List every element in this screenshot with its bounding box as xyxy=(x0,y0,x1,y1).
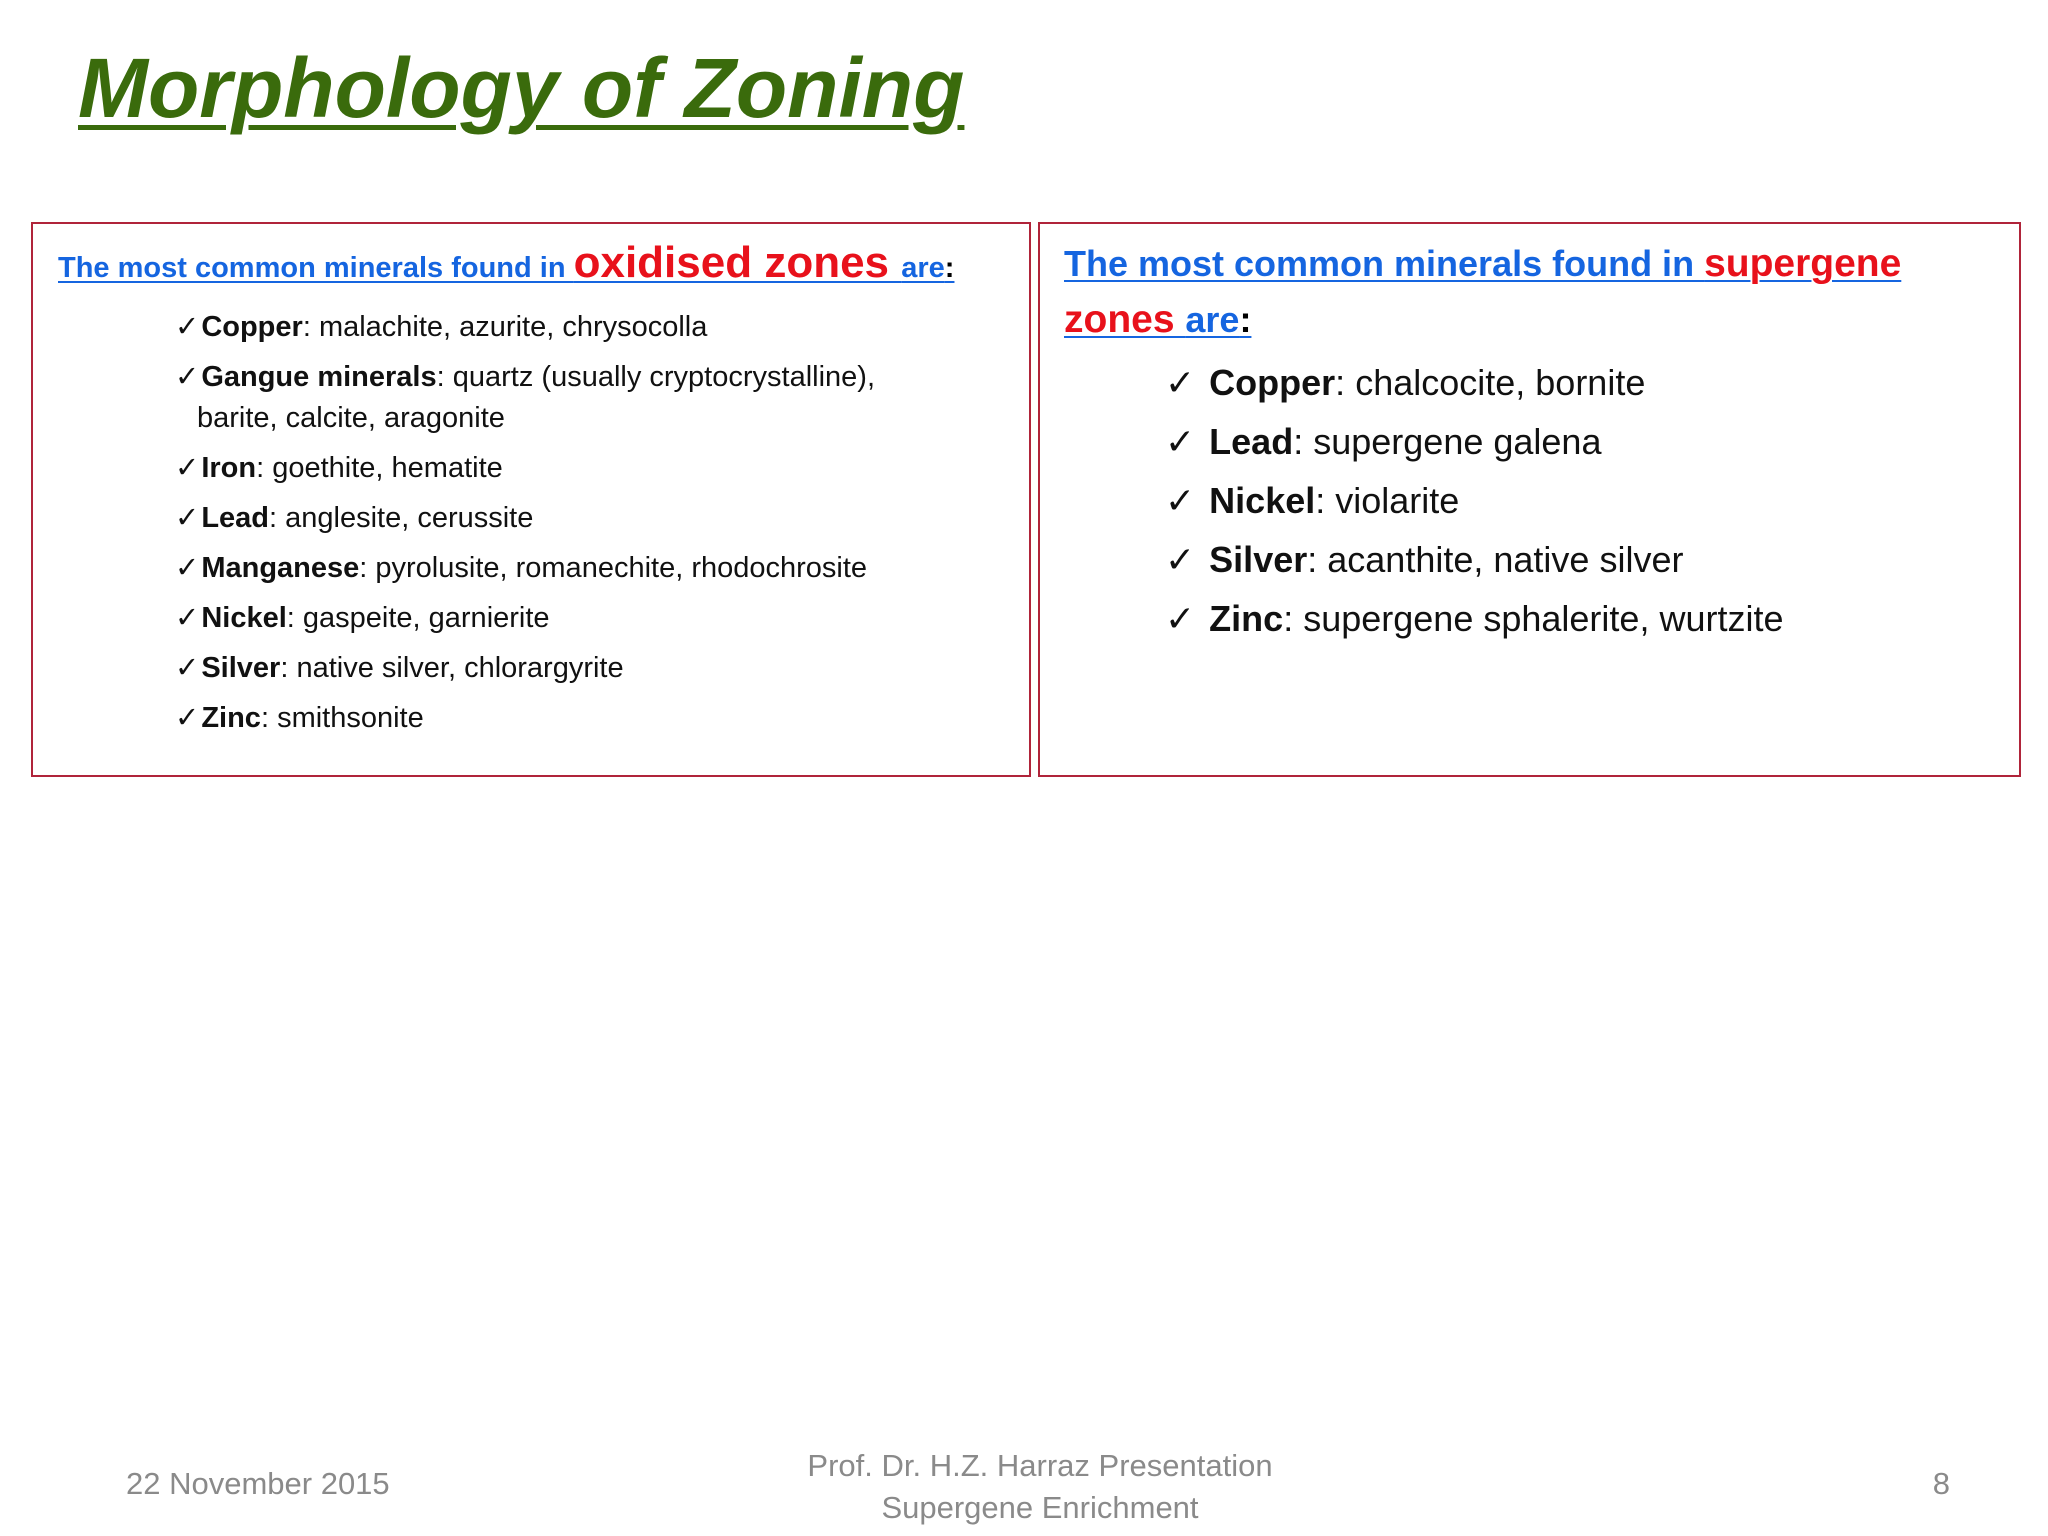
element-name: Nickel xyxy=(1209,480,1316,521)
element-name: Zinc xyxy=(1209,598,1284,639)
oxidised-zones-box xyxy=(31,222,1031,777)
element-name: Silver xyxy=(1209,539,1308,580)
element-name: Silver xyxy=(201,652,281,684)
list-item xyxy=(1165,472,1995,531)
footer-presenter: Prof. Dr. H.Z. Harraz Presentation xyxy=(807,1448,1273,1483)
slide-title: Morphology of Zoning xyxy=(78,41,965,135)
separator: : xyxy=(302,311,319,343)
separator: : xyxy=(260,702,278,734)
checkmark-icon: ✓ xyxy=(175,700,200,734)
mineral-names: goethite, hematite xyxy=(272,452,503,484)
checkmark-icon: ✓ xyxy=(175,600,200,634)
list-item xyxy=(175,547,995,589)
heading-suffix: are xyxy=(901,252,945,284)
slide-number: 8 xyxy=(1932,1466,1950,1501)
separator: : xyxy=(280,652,297,684)
list-item xyxy=(175,597,995,639)
list-item xyxy=(1165,590,1995,649)
heading-suffix: are xyxy=(1185,299,1240,340)
checkmark-icon: ✓ xyxy=(1165,481,1196,522)
checkmark-icon: ✓ xyxy=(175,650,200,684)
element-name: Iron xyxy=(201,452,257,484)
element-name: Manganese xyxy=(201,552,360,584)
element-name: Lead xyxy=(1209,421,1294,462)
heading-colon: : xyxy=(1239,299,1252,340)
separator: : xyxy=(286,602,303,634)
footer-date: 22 November 2015 xyxy=(126,1466,390,1501)
list-item xyxy=(1165,354,1995,413)
heading-colon: : xyxy=(944,252,955,284)
supergene-minerals-list xyxy=(1165,354,1995,649)
mineral-names: supergene sphalerite, wurtzite xyxy=(1303,598,1784,639)
element-name: Copper xyxy=(1209,362,1336,403)
mineral-names: violarite xyxy=(1335,480,1460,521)
element-name: Nickel xyxy=(201,602,287,634)
heading-highlight: supergene zones xyxy=(1064,242,1902,341)
list-item xyxy=(1165,531,1995,590)
element-name: Gangue minerals xyxy=(201,361,437,393)
mineral-names: malachite, azurite, chrysocolla xyxy=(318,311,708,343)
supergene-zones-heading xyxy=(1064,236,1964,348)
oxidised-minerals-list xyxy=(175,306,995,747)
mineral-names: chalcocite, bornite xyxy=(1355,362,1646,403)
checkmark-icon: ✓ xyxy=(175,450,200,484)
element-name: Lead xyxy=(201,502,269,534)
mineral-names: anglesite, cerussite xyxy=(285,502,534,534)
footer-center xyxy=(740,1445,1340,1529)
heading-prefix: The most common minerals found in xyxy=(58,252,574,284)
list-item xyxy=(175,356,995,439)
checkmark-icon: ✓ xyxy=(1165,540,1196,581)
mineral-names: supergene galena xyxy=(1313,421,1602,462)
separator: : xyxy=(1307,539,1328,580)
separator: : xyxy=(269,502,286,534)
mineral-names: gaspeite, garnierite xyxy=(302,602,550,634)
separator: : xyxy=(1293,421,1314,462)
separator: : xyxy=(359,552,376,584)
mineral-names: smithsonite xyxy=(277,702,424,734)
mineral-names-continued: barite, calcite, aragonite xyxy=(197,402,505,434)
checkmark-icon: ✓ xyxy=(175,550,200,584)
mineral-names: acanthite, native silver xyxy=(1327,539,1684,580)
separator: : xyxy=(256,452,273,484)
separator: : xyxy=(1283,598,1304,639)
element-name: Copper xyxy=(201,311,303,343)
heading-highlight: oxidised zones xyxy=(573,238,902,287)
heading-prefix: The most common minerals found in xyxy=(1064,243,1705,284)
supergene-zones-box xyxy=(1038,222,2021,777)
mineral-names: quartz (usually cryptocrystalline), xyxy=(452,361,876,393)
mineral-names: native silver, chlorargyrite xyxy=(296,652,624,684)
separator: : xyxy=(1315,480,1336,521)
checkmark-icon: ✓ xyxy=(1165,422,1196,463)
separator: : xyxy=(436,361,453,393)
checkmark-icon: ✓ xyxy=(1165,599,1196,640)
list-item xyxy=(175,497,995,539)
mineral-names: pyrolusite, romanechite, rhodochrosite xyxy=(375,552,868,584)
checkmark-icon: ✓ xyxy=(175,500,200,534)
checkmark-icon: ✓ xyxy=(175,359,200,393)
checkmark-icon: ✓ xyxy=(1165,363,1196,404)
checkmark-icon: ✓ xyxy=(175,309,200,343)
list-item xyxy=(1165,413,1995,472)
element-name: Zinc xyxy=(201,702,261,734)
oxidised-zones-heading xyxy=(58,238,954,288)
list-item xyxy=(175,697,995,739)
list-item xyxy=(175,447,995,489)
list-item xyxy=(175,647,995,689)
separator: : xyxy=(1335,362,1356,403)
footer-topic: Supergene Enrichment xyxy=(881,1490,1199,1525)
list-item xyxy=(175,306,995,348)
